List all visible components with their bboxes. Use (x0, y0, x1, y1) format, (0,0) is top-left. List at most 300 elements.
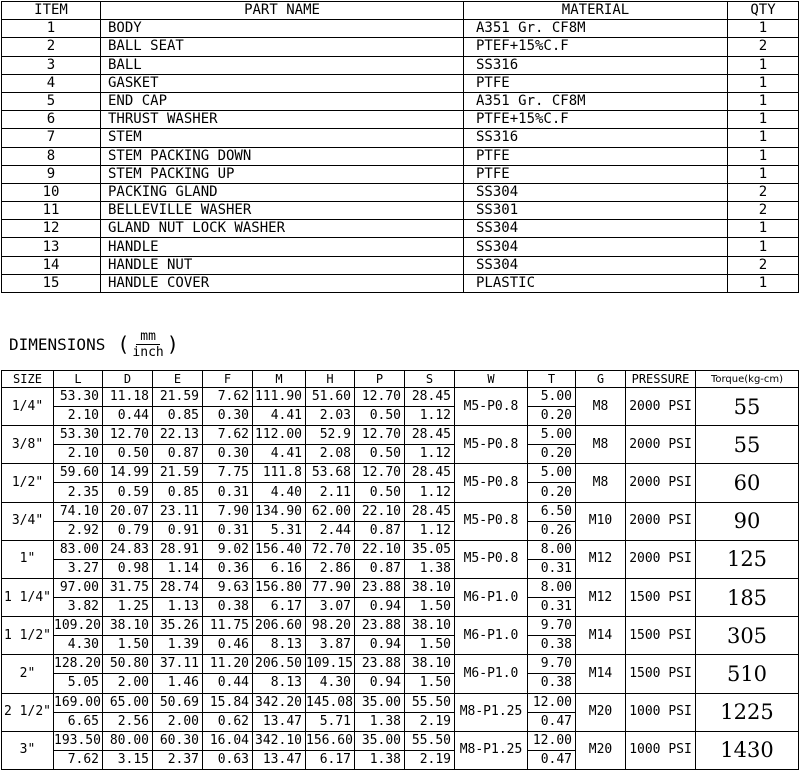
dimensions-header-row (2, 371, 799, 388)
part-item-number: 3 (2, 56, 101, 74)
part-qty: 2 (728, 256, 799, 274)
part-item-number: 12 (2, 220, 101, 238)
part-name: BELLEVILLE WASHER (101, 202, 464, 220)
torque-cell: 90 (696, 502, 799, 540)
dimension-mm-value: 28.45 (405, 388, 455, 407)
dimension-inch-value: 2.11 (306, 483, 355, 502)
thread-w-cell: M8-P1.25 (455, 731, 528, 769)
dimension-inch-value: 2.10 (54, 445, 103, 464)
dimension-mm-value: 22.10 (355, 540, 405, 559)
dimension-inch-value: 0.50 (355, 407, 405, 426)
part-name: BALL (101, 56, 464, 74)
g-cell: M12 (576, 578, 626, 616)
dimension-mm-value: 35.00 (355, 693, 405, 712)
dimension-mm-value: 156.80 (253, 578, 306, 597)
dimension-mm-value: 51.60 (306, 388, 355, 407)
dimension-row-mm (2, 502, 799, 521)
dimension-mm-value: 11.20 (203, 655, 253, 674)
pressure-cell: 1500 PSI (626, 655, 696, 693)
part-item-number: 1 (2, 20, 101, 38)
g-cell: M14 (576, 617, 626, 655)
dimensions-header-cell: D (103, 371, 153, 388)
pressure-cell: 2000 PSI (626, 540, 696, 578)
part-material: SS304 (464, 256, 728, 274)
size-cell: 2" (2, 655, 54, 693)
dimension-inch-value: 0.94 (355, 674, 405, 693)
dimensions-header-cell: P (355, 371, 405, 388)
unit-mm: mm (136, 329, 160, 345)
dimension-mm-value: 23.88 (355, 655, 405, 674)
dimension-inch-value: 8.13 (253, 674, 306, 693)
dimension-mm-value: 206.60 (253, 617, 306, 636)
dimension-row-mm (2, 388, 799, 407)
g-cell: M14 (576, 655, 626, 693)
part-qty: 1 (728, 129, 799, 147)
g-cell: M20 (576, 731, 626, 769)
dimension-inch-value: 1.46 (153, 674, 203, 693)
dimension-inch-value: 0.94 (355, 598, 405, 617)
dimension-inch-value: 1.14 (153, 559, 203, 578)
part-item-number: 8 (2, 147, 101, 165)
size-cell: 1" (2, 540, 54, 578)
thread-w-cell: M5-P0.8 (455, 388, 528, 426)
thread-w-cell: M5-P0.8 (455, 464, 528, 502)
dimension-t-inch: 0.20 (528, 483, 576, 502)
dimension-mm-value: 23.11 (153, 502, 203, 521)
dimension-mm-value: 111.8 (253, 464, 306, 483)
g-cell: M8 (576, 426, 626, 464)
dimension-inch-value: 0.44 (203, 674, 253, 693)
dimension-inch-value: 3.87 (306, 636, 355, 655)
dimension-mm-value: 59.60 (54, 464, 103, 483)
dimension-mm-value: 28.74 (153, 578, 203, 597)
dimension-inch-value: 5.31 (253, 521, 306, 540)
parts-row (2, 147, 799, 165)
torque-cell: 55 (696, 388, 799, 426)
dimension-mm-value: 109.15 (306, 655, 355, 674)
dimension-mm-value: 38.10 (405, 617, 455, 636)
parts-row (2, 129, 799, 147)
dimension-inch-value: 6.16 (253, 559, 306, 578)
part-item-number: 5 (2, 92, 101, 110)
pressure-cell: 1500 PSI (626, 578, 696, 616)
part-name: GLAND NUT LOCK WASHER (101, 220, 464, 238)
dimension-mm-value: 62.00 (306, 502, 355, 521)
dimensions-header-cell: G (576, 371, 626, 388)
part-item-number: 13 (2, 238, 101, 256)
parts-row (2, 220, 799, 238)
dimension-inch-value: 1.50 (405, 636, 455, 655)
size-cell: 1 1/4" (2, 578, 54, 616)
parts-list-table (1, 1, 799, 293)
parts-row (2, 92, 799, 110)
part-name: HANDLE NUT (101, 256, 464, 274)
dimension-t-inch: 0.31 (528, 598, 576, 617)
dimension-mm-value: 11.18 (103, 388, 153, 407)
dimension-inch-value: 2.00 (153, 712, 203, 731)
dimension-mm-value: 60.30 (153, 731, 203, 750)
size-cell: 3" (2, 731, 54, 769)
dimension-inch-value: 2.19 (405, 750, 455, 769)
size-cell: 1 1/2" (2, 617, 54, 655)
part-qty: 1 (728, 92, 799, 110)
dimension-inch-value: 0.36 (203, 559, 253, 578)
part-qty: 1 (728, 56, 799, 74)
dimension-mm-value: 23.88 (355, 578, 405, 597)
dimension-mm-value: 28.45 (405, 464, 455, 483)
parts-row (2, 183, 799, 201)
dimension-inch-value: 2.92 (54, 521, 103, 540)
size-cell: 3/8" (2, 426, 54, 464)
dimension-t-mm: 12.00 (528, 693, 576, 712)
dimension-row-mm (2, 426, 799, 445)
dimension-inch-value: 0.50 (355, 445, 405, 464)
dimension-mm-value: 28.45 (405, 426, 455, 445)
dimension-inch-value: 1.13 (153, 598, 203, 617)
parts-row (2, 256, 799, 274)
parts-row (2, 238, 799, 256)
dimensions-header-cell: E (153, 371, 203, 388)
thread-w-cell: M5-P0.8 (455, 502, 528, 540)
parts-row (2, 202, 799, 220)
dimension-inch-value: 0.30 (203, 407, 253, 426)
dimension-mm-value: 9.02 (203, 540, 253, 559)
dimension-inch-value: 2.19 (405, 712, 455, 731)
header-material: MATERIAL (464, 2, 728, 20)
dimension-inch-value: 2.35 (54, 483, 103, 502)
dimension-inch-value: 0.91 (153, 521, 203, 540)
dimension-mm-value: 52.9 (306, 426, 355, 445)
dimension-inch-value: 4.41 (253, 445, 306, 464)
close-paren: ) (166, 332, 179, 356)
pressure-cell: 2000 PSI (626, 502, 696, 540)
torque-cell: 55 (696, 426, 799, 464)
part-item-number: 7 (2, 129, 101, 147)
part-item-number: 2 (2, 38, 101, 56)
torque-cell: 1430 (696, 731, 799, 769)
header-qty: QTY (728, 2, 799, 20)
dimension-inch-value: 4.41 (253, 407, 306, 426)
dimension-t-inch: 0.38 (528, 636, 576, 655)
dimensions-header-cell: Torque(kg-cm) (696, 371, 799, 388)
dimension-inch-value: 1.50 (405, 598, 455, 617)
dimension-inch-value: 0.63 (203, 750, 253, 769)
dimension-inch-value: 1.25 (103, 598, 153, 617)
part-material: SS316 (464, 129, 728, 147)
part-qty: 1 (728, 220, 799, 238)
dimension-mm-value: 55.50 (405, 731, 455, 750)
part-material: PTFE (464, 165, 728, 183)
pressure-cell: 1500 PSI (626, 617, 696, 655)
dimension-inch-value: 0.98 (103, 559, 153, 578)
unit-inch: inch (132, 344, 164, 360)
dimension-mm-value: 169.00 (54, 693, 103, 712)
dimensions-header-cell: H (306, 371, 355, 388)
dimension-mm-value: 21.59 (153, 464, 203, 483)
part-name: GASKET (101, 74, 464, 92)
dimension-inch-value: 2.00 (103, 674, 153, 693)
part-name: HANDLE (101, 238, 464, 256)
dimension-inch-value: 4.30 (306, 674, 355, 693)
dimension-inch-value: 0.46 (203, 636, 253, 655)
pressure-cell: 2000 PSI (626, 464, 696, 502)
dimension-mm-value: 24.83 (103, 540, 153, 559)
dimension-inch-value: 0.30 (203, 445, 253, 464)
thread-w-cell: M5-P0.8 (455, 540, 528, 578)
dimension-mm-value: 12.70 (355, 426, 405, 445)
pressure-cell: 2000 PSI (626, 388, 696, 426)
dimension-inch-value: 0.50 (103, 445, 153, 464)
g-cell: M8 (576, 388, 626, 426)
dimension-mm-value: 72.70 (306, 540, 355, 559)
dimension-mm-value: 7.75 (203, 464, 253, 483)
dimension-mm-value: 22.10 (355, 502, 405, 521)
part-qty: 1 (728, 147, 799, 165)
dimensions-title: DIMENSIONS (9, 334, 106, 354)
dimension-t-inch: 0.47 (528, 712, 576, 731)
dimension-inch-value: 1.50 (405, 674, 455, 693)
part-qty: 1 (728, 20, 799, 38)
dimension-inch-value: 1.12 (405, 407, 455, 426)
part-qty: 1 (728, 238, 799, 256)
pressure-cell: 1000 PSI (626, 731, 696, 769)
part-name: PACKING GLAND (101, 183, 464, 201)
dimension-t-inch: 0.47 (528, 750, 576, 769)
dimension-mm-value: 15.84 (203, 693, 253, 712)
dimension-inch-value: 0.31 (203, 483, 253, 502)
dimension-inch-value: 3.07 (306, 598, 355, 617)
parts-row (2, 20, 799, 38)
dimension-mm-value: 206.50 (253, 655, 306, 674)
part-name: BALL SEAT (101, 38, 464, 56)
part-item-number: 4 (2, 74, 101, 92)
dimension-inch-value: 2.86 (306, 559, 355, 578)
dimension-mm-value: 128.20 (54, 655, 103, 674)
dimension-mm-value: 112.00 (253, 426, 306, 445)
dimension-inch-value: 0.62 (203, 712, 253, 731)
thread-w-cell: M8-P1.25 (455, 693, 528, 731)
dimension-mm-value: 53.30 (54, 426, 103, 445)
dimension-inch-value: 1.12 (405, 521, 455, 540)
dimension-inch-value: 6.17 (306, 750, 355, 769)
dimensions-header-cell: PRESSURE (626, 371, 696, 388)
part-item-number: 10 (2, 183, 101, 201)
dimension-mm-value: 35.00 (355, 731, 405, 750)
part-material: SS316 (464, 56, 728, 74)
dimension-inch-value: 1.38 (405, 559, 455, 578)
parts-row (2, 111, 799, 129)
dimension-inch-value: 3.15 (103, 750, 153, 769)
parts-header-row (2, 2, 799, 20)
dimension-t-mm: 8.00 (528, 540, 576, 559)
torque-cell: 510 (696, 655, 799, 693)
pressure-cell: 1000 PSI (626, 693, 696, 731)
dimension-row-mm (2, 578, 799, 597)
thread-w-cell: M6-P1.0 (455, 617, 528, 655)
thread-w-cell: M5-P0.8 (455, 426, 528, 464)
dimension-row-mm (2, 617, 799, 636)
dimension-mm-value: 65.00 (103, 693, 153, 712)
dimension-inch-value: 5.05 (54, 674, 103, 693)
dimension-t-mm: 12.00 (528, 731, 576, 750)
dimension-inch-value: 0.50 (355, 483, 405, 502)
dimension-inch-value: 0.59 (103, 483, 153, 502)
dimension-mm-value: 50.69 (153, 693, 203, 712)
dimensions-header-cell: T (528, 371, 576, 388)
dimensions-header-cell: L (54, 371, 103, 388)
torque-cell: 1225 (696, 693, 799, 731)
size-cell: 1/4" (2, 388, 54, 426)
parts-row (2, 165, 799, 183)
dimension-mm-value: 9.63 (203, 578, 253, 597)
dimension-mm-value: 98.20 (306, 617, 355, 636)
g-cell: M12 (576, 540, 626, 578)
dimension-t-inch: 0.20 (528, 445, 576, 464)
dimension-t-mm: 8.00 (528, 578, 576, 597)
dimension-mm-value: 16.04 (203, 731, 253, 750)
part-qty: 2 (728, 183, 799, 201)
part-qty: 2 (728, 202, 799, 220)
dimension-mm-value: 111.90 (253, 388, 306, 407)
dimension-mm-value: 50.80 (103, 655, 153, 674)
torque-cell: 60 (696, 464, 799, 502)
dimension-mm-value: 80.00 (103, 731, 153, 750)
header-part-name: PART NAME (101, 2, 464, 20)
dimension-mm-value: 12.70 (103, 426, 153, 445)
part-name: STEM PACKING UP (101, 165, 464, 183)
part-item-number: 15 (2, 274, 101, 292)
g-cell: M8 (576, 464, 626, 502)
dimension-mm-value: 145.08 (306, 693, 355, 712)
part-material: PTFE (464, 147, 728, 165)
dimension-inch-value: 1.39 (153, 636, 203, 655)
dimension-t-mm: 5.00 (528, 426, 576, 445)
dimension-mm-value: 342.10 (253, 731, 306, 750)
dimension-mm-value: 53.68 (306, 464, 355, 483)
dimension-inch-value: 1.12 (405, 483, 455, 502)
part-material: PTEF+15%C.F (464, 38, 728, 56)
header-item: ITEM (2, 2, 101, 20)
part-material: A351 Gr. CF8M (464, 92, 728, 110)
part-material: SS304 (464, 220, 728, 238)
pressure-cell: 2000 PSI (626, 426, 696, 464)
dimension-mm-value: 342.20 (253, 693, 306, 712)
dimension-mm-value: 97.00 (54, 578, 103, 597)
dimension-mm-value: 20.07 (103, 502, 153, 521)
thread-w-cell: M6-P1.0 (455, 578, 528, 616)
dimension-mm-value: 38.10 (405, 578, 455, 597)
part-name: END CAP (101, 92, 464, 110)
part-name: HANDLE COVER (101, 274, 464, 292)
part-material: SS304 (464, 238, 728, 256)
dimensions-heading (9, 326, 179, 362)
dimension-inch-value: 0.94 (355, 636, 405, 655)
dimension-mm-value: 14.99 (103, 464, 153, 483)
dimension-inch-value: 13.47 (253, 712, 306, 731)
dimension-t-mm: 9.70 (528, 617, 576, 636)
dimension-mm-value: 38.10 (405, 655, 455, 674)
part-qty: 2 (728, 38, 799, 56)
g-cell: M10 (576, 502, 626, 540)
dimension-mm-value: 28.45 (405, 502, 455, 521)
dimension-mm-value: 156.40 (253, 540, 306, 559)
dimensions-header-cell: W (455, 371, 528, 388)
open-paren: ( (105, 332, 130, 356)
size-cell: 1/2" (2, 464, 54, 502)
dimension-row-mm (2, 655, 799, 674)
part-material: SS301 (464, 202, 728, 220)
dimension-inch-value: 3.27 (54, 559, 103, 578)
part-item-number: 11 (2, 202, 101, 220)
dimension-inch-value: 6.17 (253, 598, 306, 617)
dimension-inch-value: 3.82 (54, 598, 103, 617)
g-cell: M20 (576, 693, 626, 731)
dimension-inch-value: 8.13 (253, 636, 306, 655)
dimension-inch-value: 0.87 (153, 445, 203, 464)
torque-cell: 125 (696, 540, 799, 578)
dimension-row-mm (2, 693, 799, 712)
dimension-mm-value: 7.62 (203, 388, 253, 407)
dimension-inch-value: 2.37 (153, 750, 203, 769)
dimension-mm-value: 134.90 (253, 502, 306, 521)
dimension-inch-value: 2.44 (306, 521, 355, 540)
dimension-mm-value: 35.26 (153, 617, 203, 636)
dimensions-header-cell: SIZE (2, 371, 54, 388)
dimension-mm-value: 37.11 (153, 655, 203, 674)
part-material: PTFE (464, 74, 728, 92)
part-name: STEM (101, 129, 464, 147)
dimension-mm-value: 21.59 (153, 388, 203, 407)
dimension-inch-value: 0.44 (103, 407, 153, 426)
dimension-inch-value: 1.38 (355, 712, 405, 731)
dimension-mm-value: 35.05 (405, 540, 455, 559)
dimensions-header-cell: F (203, 371, 253, 388)
dimension-mm-value: 7.90 (203, 502, 253, 521)
dimension-row-mm (2, 540, 799, 559)
parts-row (2, 74, 799, 92)
part-name: BODY (101, 20, 464, 38)
dimension-t-mm: 9.70 (528, 655, 576, 674)
dimension-mm-value: 12.70 (355, 388, 405, 407)
dimension-mm-value: 109.20 (54, 617, 103, 636)
torque-cell: 185 (696, 578, 799, 616)
dimension-inch-value: 13.47 (253, 750, 306, 769)
thread-w-cell: M6-P1.0 (455, 655, 528, 693)
dimension-mm-value: 31.75 (103, 578, 153, 597)
dimension-mm-value: 156.60 (306, 731, 355, 750)
part-item-number: 14 (2, 256, 101, 274)
dimension-t-inch: 0.20 (528, 407, 576, 426)
part-item-number: 9 (2, 165, 101, 183)
dimension-mm-value: 23.88 (355, 617, 405, 636)
parts-row (2, 274, 799, 292)
part-name: THRUST WASHER (101, 111, 464, 129)
dimension-inch-value: 5.71 (306, 712, 355, 731)
dimension-mm-value: 38.10 (103, 617, 153, 636)
dimension-inch-value: 2.10 (54, 407, 103, 426)
part-material: PLASTIC (464, 274, 728, 292)
dimension-mm-value: 7.62 (203, 426, 253, 445)
dimension-t-mm: 6.50 (528, 502, 576, 521)
size-cell: 3/4" (2, 502, 54, 540)
dimension-mm-value: 53.30 (54, 388, 103, 407)
dimension-mm-value: 11.75 (203, 617, 253, 636)
dimension-mm-value: 55.50 (405, 693, 455, 712)
dimension-inch-value: 0.87 (355, 559, 405, 578)
part-item-number: 6 (2, 111, 101, 129)
dimension-inch-value: 0.85 (153, 483, 203, 502)
dimension-mm-value: 12.70 (355, 464, 405, 483)
